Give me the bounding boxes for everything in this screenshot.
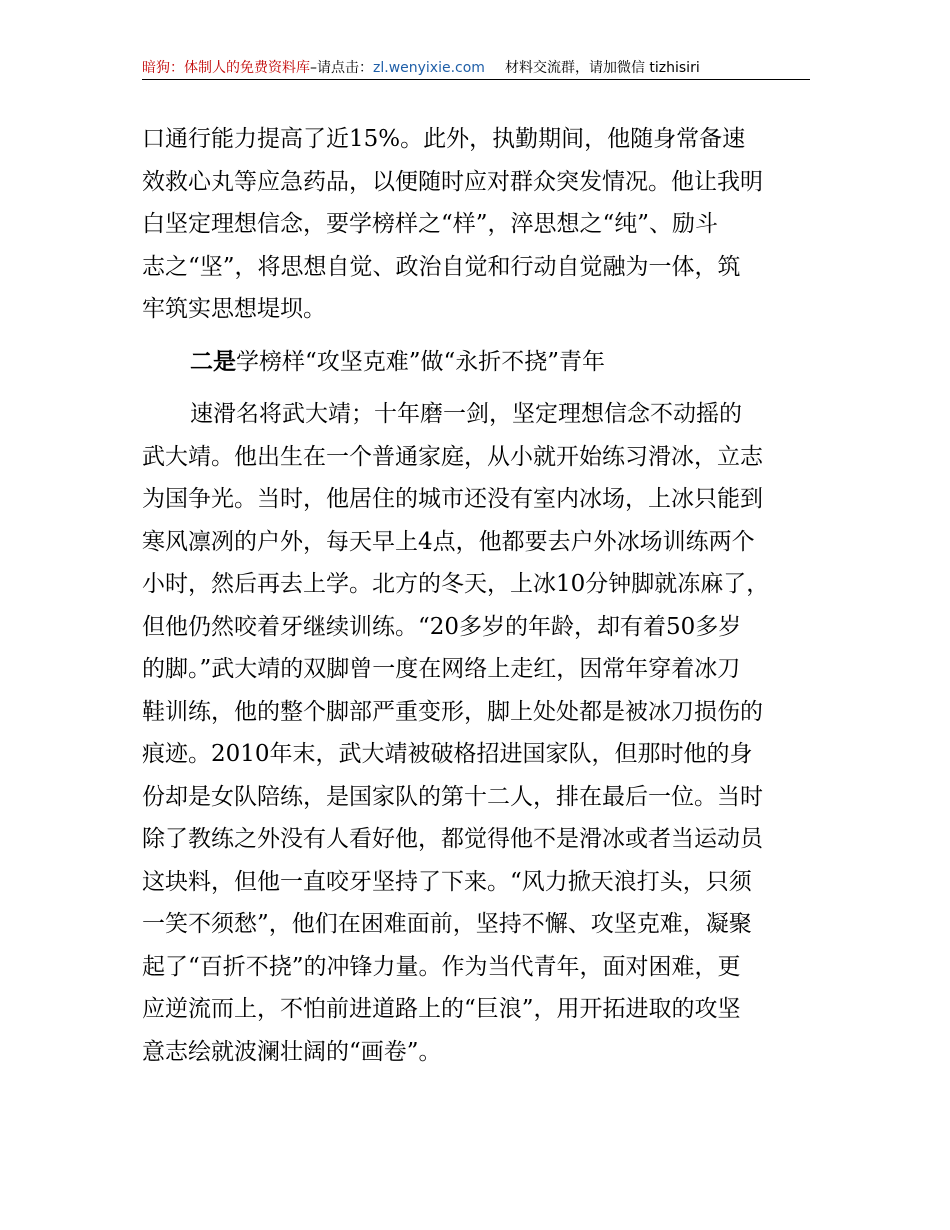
page-header — [142, 58, 810, 80]
header-divider — [142, 79, 810, 80]
text-line: 痕迹。2010年末，武大靖被破格招进国家队，但那时他的身 — [142, 741, 753, 767]
heading-prefix: 二是 — [190, 347, 236, 375]
text-line: 速滑名将武大靖；十年磨一剑，坚定理想信念不动摇的 — [190, 401, 742, 427]
text-line: 意志绘就波澜壮阔的“画卷”。 — [142, 1038, 442, 1065]
header-contact: 材料交流群，请加微信 tizhisiri — [504, 60, 700, 76]
text-line: 武大靖。他出生在一个普通家庭，从小就开始练习滑冰，立志 — [142, 443, 763, 470]
text-line: 这块料，但他一直咬牙坚持了下来。“风力掀天浪打头，只须 — [142, 868, 752, 895]
header-url-link[interactable]: zl.wenyixie.com — [373, 60, 485, 76]
heading-text: 学榜样“攻坚克难”做“永折不挠”青年 — [236, 348, 606, 375]
text-line: 份却是女队陪练，是国家队的第十二人，排在最后一位。当时 — [142, 783, 763, 810]
header-brand: 暗狗：体制人的免费资料库 — [142, 60, 310, 76]
text-line: 为国争光。当时，他居住的城市还没有室内冰场，上冰只能到 — [142, 486, 763, 512]
text-line: 小时，然后再去上学。北方的冬天，上冰10分钟脚就冻麻了， — [142, 571, 770, 597]
text-line: 鞋训练，他的整个脚部严重变形，脚上处处都是被冰刀损伤的 — [142, 698, 763, 725]
paragraph-2 — [142, 393, 810, 1073]
text-line: 除了教练之外没有人看好他，都觉得他不是滑冰或者当运动员 — [142, 826, 763, 852]
text-line: 一笑不须愁”，他们在困难面前，坚持不懈、攻坚克难，凝聚 — [142, 911, 752, 937]
text-line: 的脚。”武大靖的双脚曾一度在网络上走红，因常年穿着冰刀 — [142, 656, 741, 682]
text-line: 志之“坚”，将思想自觉、政治自觉和行动自觉融为一体，筑 — [142, 253, 741, 280]
text-line: 寒风凛冽的户外，每天早上4点，他都要去户外冰场训练两个 — [142, 528, 755, 555]
text-line: 口通行能力提高了近15%。此外，执勤期间，他随身常备速 — [142, 126, 746, 152]
paragraph-1 — [142, 118, 810, 331]
section-heading — [142, 341, 810, 384]
text-line: 牢筑实思想堤坝。 — [142, 296, 326, 322]
text-line: 效救心丸等应急药品，以便随时应对群众突发情况。他让我明 — [142, 168, 763, 195]
text-line: 但他仍然咬着牙继续训练。“20多岁的年龄，却有着50多岁 — [142, 613, 742, 640]
document-body — [142, 118, 810, 1073]
text-line: 白坚定理想信念，要学榜样之“样”，淬思想之“纯”、励斗 — [142, 211, 719, 237]
text-line: 应逆流而上，不怕前进道路上的“巨浪”，用开拓进取的攻坚 — [142, 996, 741, 1022]
header-prompt: –请点击： — [310, 60, 373, 76]
text-line: 起了“百折不挠”的冲锋力量。作为当代青年，面对困难，更 — [142, 953, 741, 980]
